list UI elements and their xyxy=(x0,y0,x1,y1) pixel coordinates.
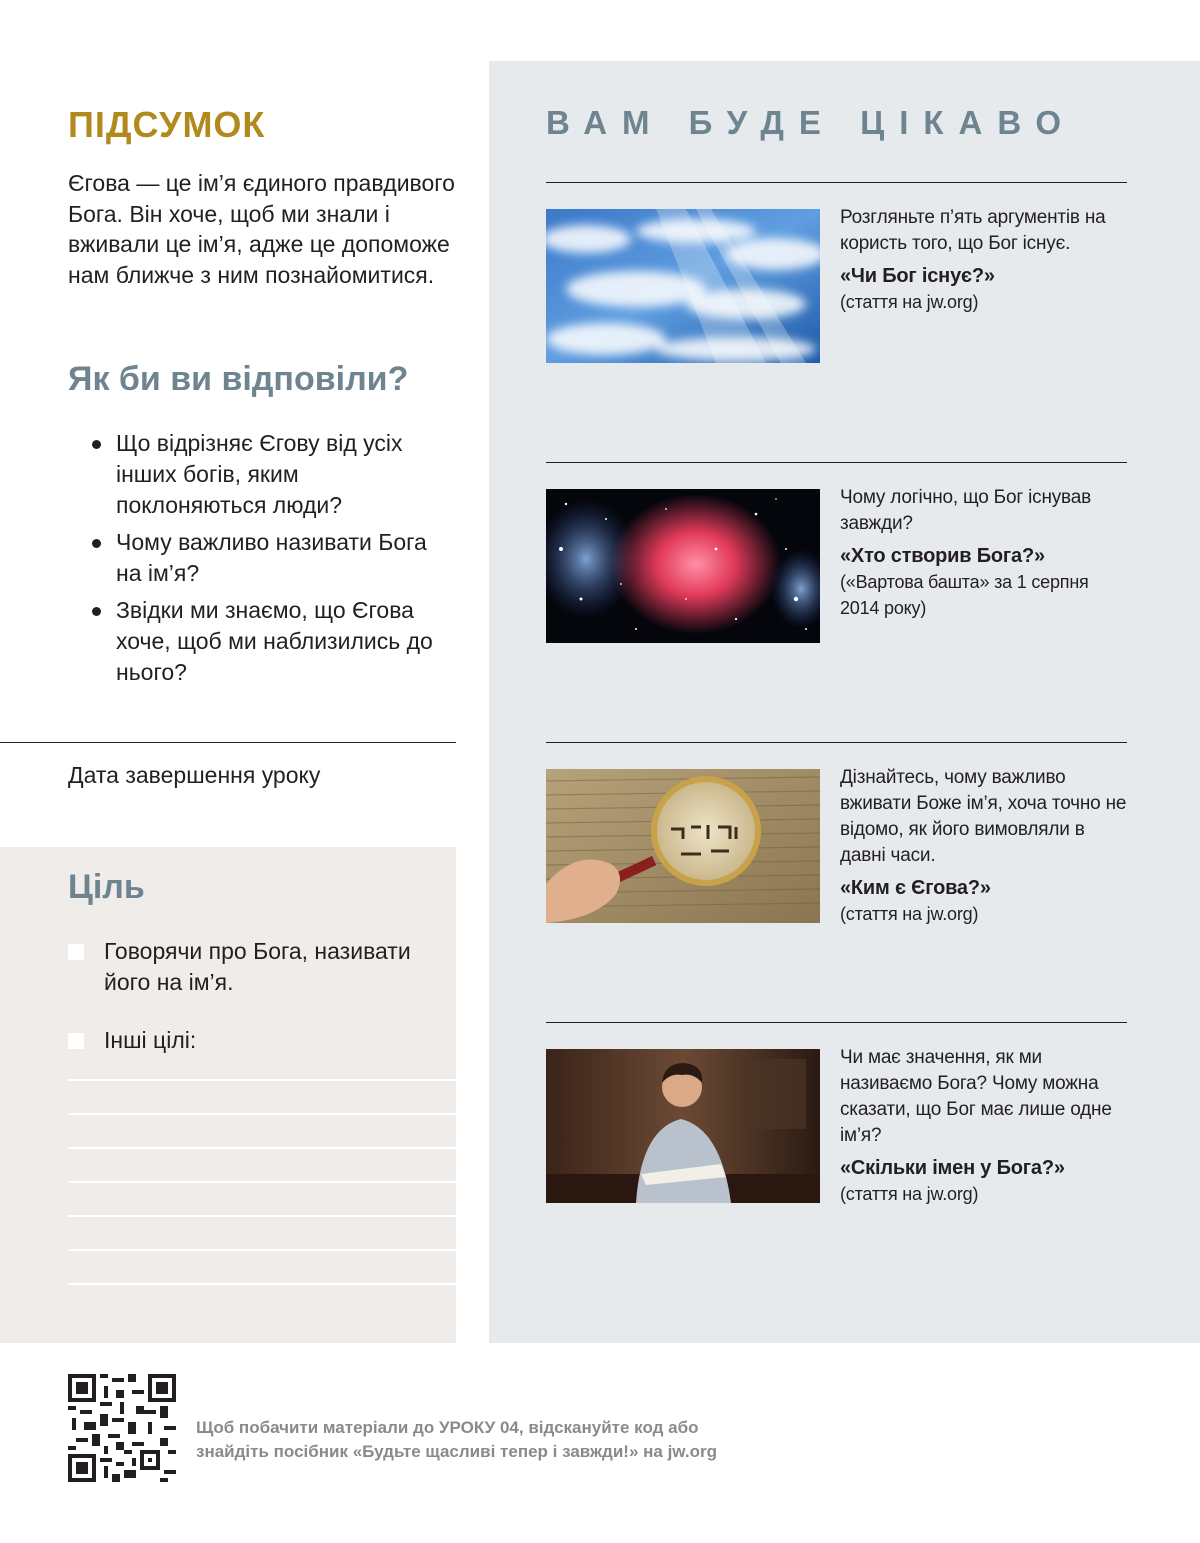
qr-code-graphic xyxy=(68,1374,176,1482)
question-item xyxy=(92,527,452,589)
write-in-line[interactable] xyxy=(68,1113,456,1115)
question-text: Що відрізняє Єгову від усіх інших богів, яким поклоняються люди? xyxy=(116,430,403,518)
summary-text: Єгова — це ім’я єдиного правдивого Бога. Він хоче, щоб ми знали і вживали це ім’я, адже це допоможе нам ближче з ним познайомитися. xyxy=(68,170,455,288)
goal-text: Говорячи про Бога, називати його на ім’я. xyxy=(104,938,411,995)
card-description: Дізнайтесь, чому важливо вживати Боже ім’я, хоча точно не відомо, як його вимовляли в давні часи. xyxy=(840,767,1127,866)
card-text xyxy=(840,1045,1132,1207)
sky-clouds-image[interactable] xyxy=(546,209,820,363)
question-item xyxy=(92,595,452,688)
bullet-icon xyxy=(92,607,101,616)
question-item xyxy=(92,428,452,521)
magnifier-image[interactable] xyxy=(546,769,820,923)
nebula-image[interactable] xyxy=(546,489,820,643)
summary-title: ПІДСУМОК xyxy=(68,104,266,145)
question-text: Чому важливо називати Бога на ім’я? xyxy=(116,529,427,586)
card-text xyxy=(840,205,1132,315)
goal-panel xyxy=(0,847,456,1343)
card-source: («Вартова башта» за 1 серпня 2014 року) xyxy=(840,572,1089,618)
card-divider xyxy=(546,462,1127,463)
write-in-line[interactable] xyxy=(68,1181,456,1183)
magnifier-hebrew-text-photo xyxy=(546,769,820,923)
card-description: Чи має значення, як ми називаємо Бога? Чому можна сказати, що Бог має лише одне ім’я? xyxy=(840,1047,1112,1146)
card-link-title[interactable]: «Ким є Єгова?» xyxy=(840,877,991,899)
write-in-line[interactable] xyxy=(68,1283,456,1285)
divider xyxy=(0,742,456,743)
card-divider xyxy=(546,742,1127,743)
goal-text: Інші цілі: xyxy=(104,1027,197,1053)
checkbox-icon[interactable] xyxy=(68,1033,84,1049)
bullet-icon xyxy=(92,440,101,449)
checkbox-icon[interactable] xyxy=(68,944,84,960)
card-text xyxy=(840,765,1132,927)
card-source: (стаття на jw.org) xyxy=(840,904,979,924)
card-divider xyxy=(546,1022,1127,1023)
sky-clouds-photo xyxy=(546,209,820,363)
write-in-line[interactable] xyxy=(68,1079,456,1081)
card-link-title[interactable]: «Скільки імен у Бога?» xyxy=(840,1157,1065,1179)
card-description: Чому логічно, що Бог існував завжди? xyxy=(840,487,1091,534)
write-in-line[interactable] xyxy=(68,1215,456,1217)
card-description: Розгляньте п’ять аргументів на користь того, що Бог існує. xyxy=(840,207,1106,254)
questions-list xyxy=(92,428,452,694)
goal-item[interactable] xyxy=(68,936,428,997)
questions-title: Як би ви відповіли? xyxy=(68,360,409,398)
card-source: (стаття на jw.org) xyxy=(840,1184,979,1204)
bullet-icon xyxy=(92,539,101,548)
footer-text: Щоб побачити матеріали до УРОКУ 04, відскануйте код або знайдіть посібник «Будьте щасливі тепер і завжди!» на jw.org xyxy=(196,1418,717,1461)
card-divider xyxy=(546,182,1127,183)
card-source: (стаття на jw.org) xyxy=(840,292,979,312)
card-text xyxy=(840,485,1132,621)
qr-code-icon[interactable] xyxy=(68,1374,176,1482)
nebula-photo xyxy=(546,489,820,643)
man-reading-photo xyxy=(546,1049,820,1203)
goal-item-other[interactable] xyxy=(68,1025,428,1056)
card-link-title[interactable]: «Хто створив Бога?» xyxy=(840,545,1045,567)
completion-date-label: Дата завершення уроку xyxy=(68,762,321,788)
write-in-line[interactable] xyxy=(68,1147,456,1149)
interesting-title: ВАМ БУДЕ ЦІКАВО xyxy=(546,104,1077,141)
card-link-title[interactable]: «Чи Бог існує?» xyxy=(840,265,995,287)
question-text: Звідки ми знаємо, що Єгова хоче, щоб ми наблизились до нього? xyxy=(116,597,433,685)
man-reading-image[interactable] xyxy=(546,1049,820,1203)
goal-title: Ціль xyxy=(68,868,145,906)
write-in-line[interactable] xyxy=(68,1249,456,1251)
